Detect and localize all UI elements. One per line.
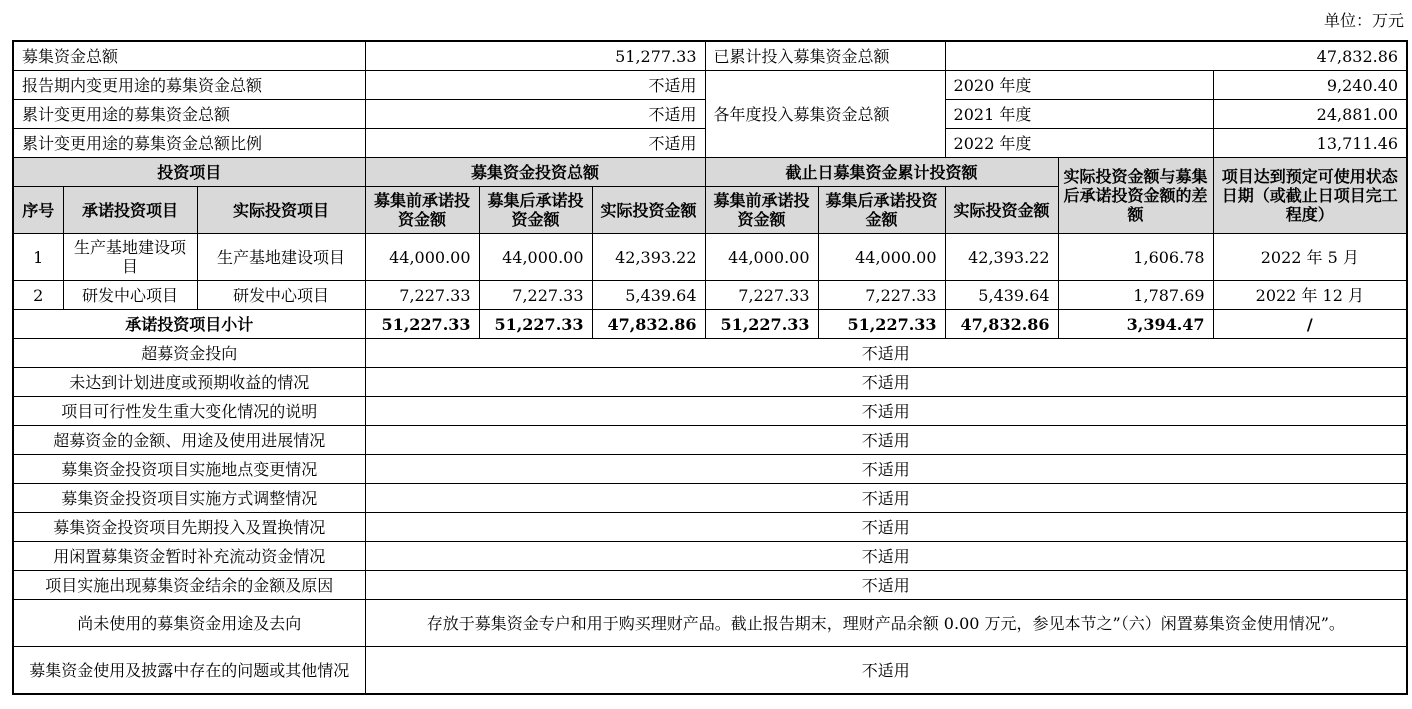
note-label: 项目实施出现募集资金结余的金额及原因 [13, 571, 365, 600]
note-value: 不适用 [365, 542, 1407, 571]
subtotal-pre2: 51,227.33 [705, 310, 818, 339]
subtotal-row [13, 310, 1407, 339]
year-amount: 13,711.46 [1213, 129, 1407, 158]
year-label: 2022 年度 [945, 129, 1213, 158]
note-row [13, 542, 1407, 571]
row-date: 2022 年 12 月 [1213, 281, 1407, 310]
row-committed: 生产基地建设项目 [63, 234, 197, 281]
header-actual-amount: 实际投资金额 [945, 187, 1058, 234]
header-pre-commit: 募集前承诺投资金额 [705, 187, 818, 234]
note-label: 募集资金投资项目先期投入及置换情况 [13, 513, 365, 542]
note-value: 不适用 [365, 397, 1407, 426]
row-post1: 7,227.33 [479, 281, 592, 310]
row-date: 2022 年 5 月 [1213, 234, 1407, 281]
row-seq: 1 [13, 234, 63, 281]
row-post2: 44,000.00 [818, 234, 945, 281]
note-value: 不适用 [365, 339, 1407, 368]
subtotal-post2: 51,227.33 [818, 310, 945, 339]
note-value: 不适用 [365, 571, 1407, 600]
table-row [13, 281, 1407, 310]
note-label: 募集资金投资项目实施地点变更情况 [13, 455, 365, 484]
row-actual: 生产基地建设项目 [197, 234, 365, 281]
header-post-commit: 募集后承诺投资金额 [818, 187, 945, 234]
cumulative-changed-label: 累计变更用途的募集资金总额 [13, 100, 365, 129]
table-row [13, 234, 1407, 281]
header-raised-invest-total: 募集资金投资总额 [365, 158, 705, 187]
header-pre-commit: 募集前承诺投资金额 [365, 187, 479, 234]
header-seq: 序号 [13, 187, 63, 234]
note-label: 尚未使用的募集资金用途及去向 [13, 600, 365, 647]
note-value: 不适用 [365, 647, 1407, 695]
row-pre1: 7,227.33 [365, 281, 479, 310]
subtotal-date: / [1213, 310, 1407, 339]
row-pre1: 44,000.00 [365, 234, 479, 281]
subtotal-label: 承诺投资项目小计 [13, 310, 365, 339]
cumulative-label: 已累计投入募集资金总额 [705, 41, 945, 71]
note-row [13, 571, 1407, 600]
changed-in-period-value: 不适用 [365, 71, 705, 100]
note-row [13, 397, 1407, 426]
note-row [13, 339, 1407, 368]
header-actual-project: 实际投资项目 [197, 187, 365, 234]
note-value: 不适用 [365, 513, 1407, 542]
note-value: 不适用 [365, 484, 1407, 513]
year-label: 2021 年度 [945, 100, 1213, 129]
yearly-label: 各年度投入募集资金总额 [705, 71, 945, 158]
year-amount: 24,881.00 [1213, 100, 1407, 129]
subtotal-act2: 47,832.86 [945, 310, 1058, 339]
note-value: 不适用 [365, 426, 1407, 455]
subtotal-diff: 3,394.47 [1058, 310, 1213, 339]
raised-total-value: 51,277.33 [365, 41, 705, 71]
note-row [13, 484, 1407, 513]
row-seq: 2 [13, 281, 63, 310]
note-label: 超募资金投向 [13, 339, 365, 368]
header-invest-project: 投资项目 [13, 158, 365, 187]
row-act2: 42,393.22 [945, 234, 1058, 281]
header-post-commit: 募集后承诺投资金额 [479, 187, 592, 234]
header-actual-amount: 实际投资金额 [592, 187, 705, 234]
header-ready-date: 项目达到预定可使用状态日期（或截止日项目完工程度） [1213, 158, 1407, 234]
cumulative-changed-value: 不适用 [365, 100, 705, 129]
row-committed: 研发中心项目 [63, 281, 197, 310]
note-label: 超募资金的金额、用途及使用进展情况 [13, 426, 365, 455]
note-value: 不适用 [365, 455, 1407, 484]
subtotal-pre1: 51,227.33 [365, 310, 479, 339]
subtotal-post1: 51,227.33 [479, 310, 592, 339]
note-value: 存放于募集资金专户和用于购买理财产品。截止报告期末，理财产品余额 0.00 万元，参见本节之”（六）闲置募集资金使用情况”。 [365, 600, 1407, 647]
cumulative-value: 47,832.86 [945, 41, 1407, 71]
row-post2: 7,227.33 [818, 281, 945, 310]
note-label: 项目可行性发生重大变化情况的说明 [13, 397, 365, 426]
note-value: 不适用 [365, 368, 1407, 397]
year-label: 2020 年度 [945, 71, 1213, 100]
header-cutoff-cumulative: 截止日募集资金累计投资额 [705, 158, 1058, 187]
row-diff: 1,787.69 [1058, 281, 1213, 310]
summary-row-raised [13, 41, 1407, 71]
note-row [13, 455, 1407, 484]
row-actual: 研发中心项目 [197, 281, 365, 310]
note-row [13, 600, 1407, 647]
cumulative-changed-ratio-value: 不适用 [365, 129, 705, 158]
cumulative-changed-ratio-label: 累计变更用途的募集资金总额比例 [13, 129, 365, 158]
row-post1: 44,000.00 [479, 234, 592, 281]
year-amount: 9,240.40 [1213, 71, 1407, 100]
note-label: 用闲置募集资金暂时补充流动资金情况 [13, 542, 365, 571]
raised-total-label: 募集资金总额 [13, 41, 365, 71]
row-pre2: 7,227.33 [705, 281, 818, 310]
unit-label: 单位：万元 [1323, 11, 1404, 30]
changed-in-period-label: 报告期内变更用途的募集资金总额 [13, 71, 365, 100]
row-pre2: 44,000.00 [705, 234, 818, 281]
note-row [13, 368, 1407, 397]
row-act1: 5,439.64 [592, 281, 705, 310]
note-row [13, 513, 1407, 542]
note-row [13, 647, 1407, 695]
row-act1: 42,393.22 [592, 234, 705, 281]
fund-usage-table [12, 40, 1408, 695]
note-label: 未达到计划进度或预期收益的情况 [13, 368, 365, 397]
row-diff: 1,606.78 [1058, 234, 1213, 281]
row-act2: 5,439.64 [945, 281, 1058, 310]
subtotal-act1: 47,832.86 [592, 310, 705, 339]
header-row-1 [13, 158, 1407, 187]
note-label: 募集资金投资项目实施方式调整情况 [13, 484, 365, 513]
summary-row-2020 [13, 71, 1407, 100]
header-diff: 实际投资金额与募集后承诺投资金额的差额 [1058, 158, 1213, 234]
header-committed-project: 承诺投资项目 [63, 187, 197, 234]
note-row [13, 426, 1407, 455]
note-label: 募集资金使用及披露中存在的问题或其他情况 [13, 647, 365, 695]
